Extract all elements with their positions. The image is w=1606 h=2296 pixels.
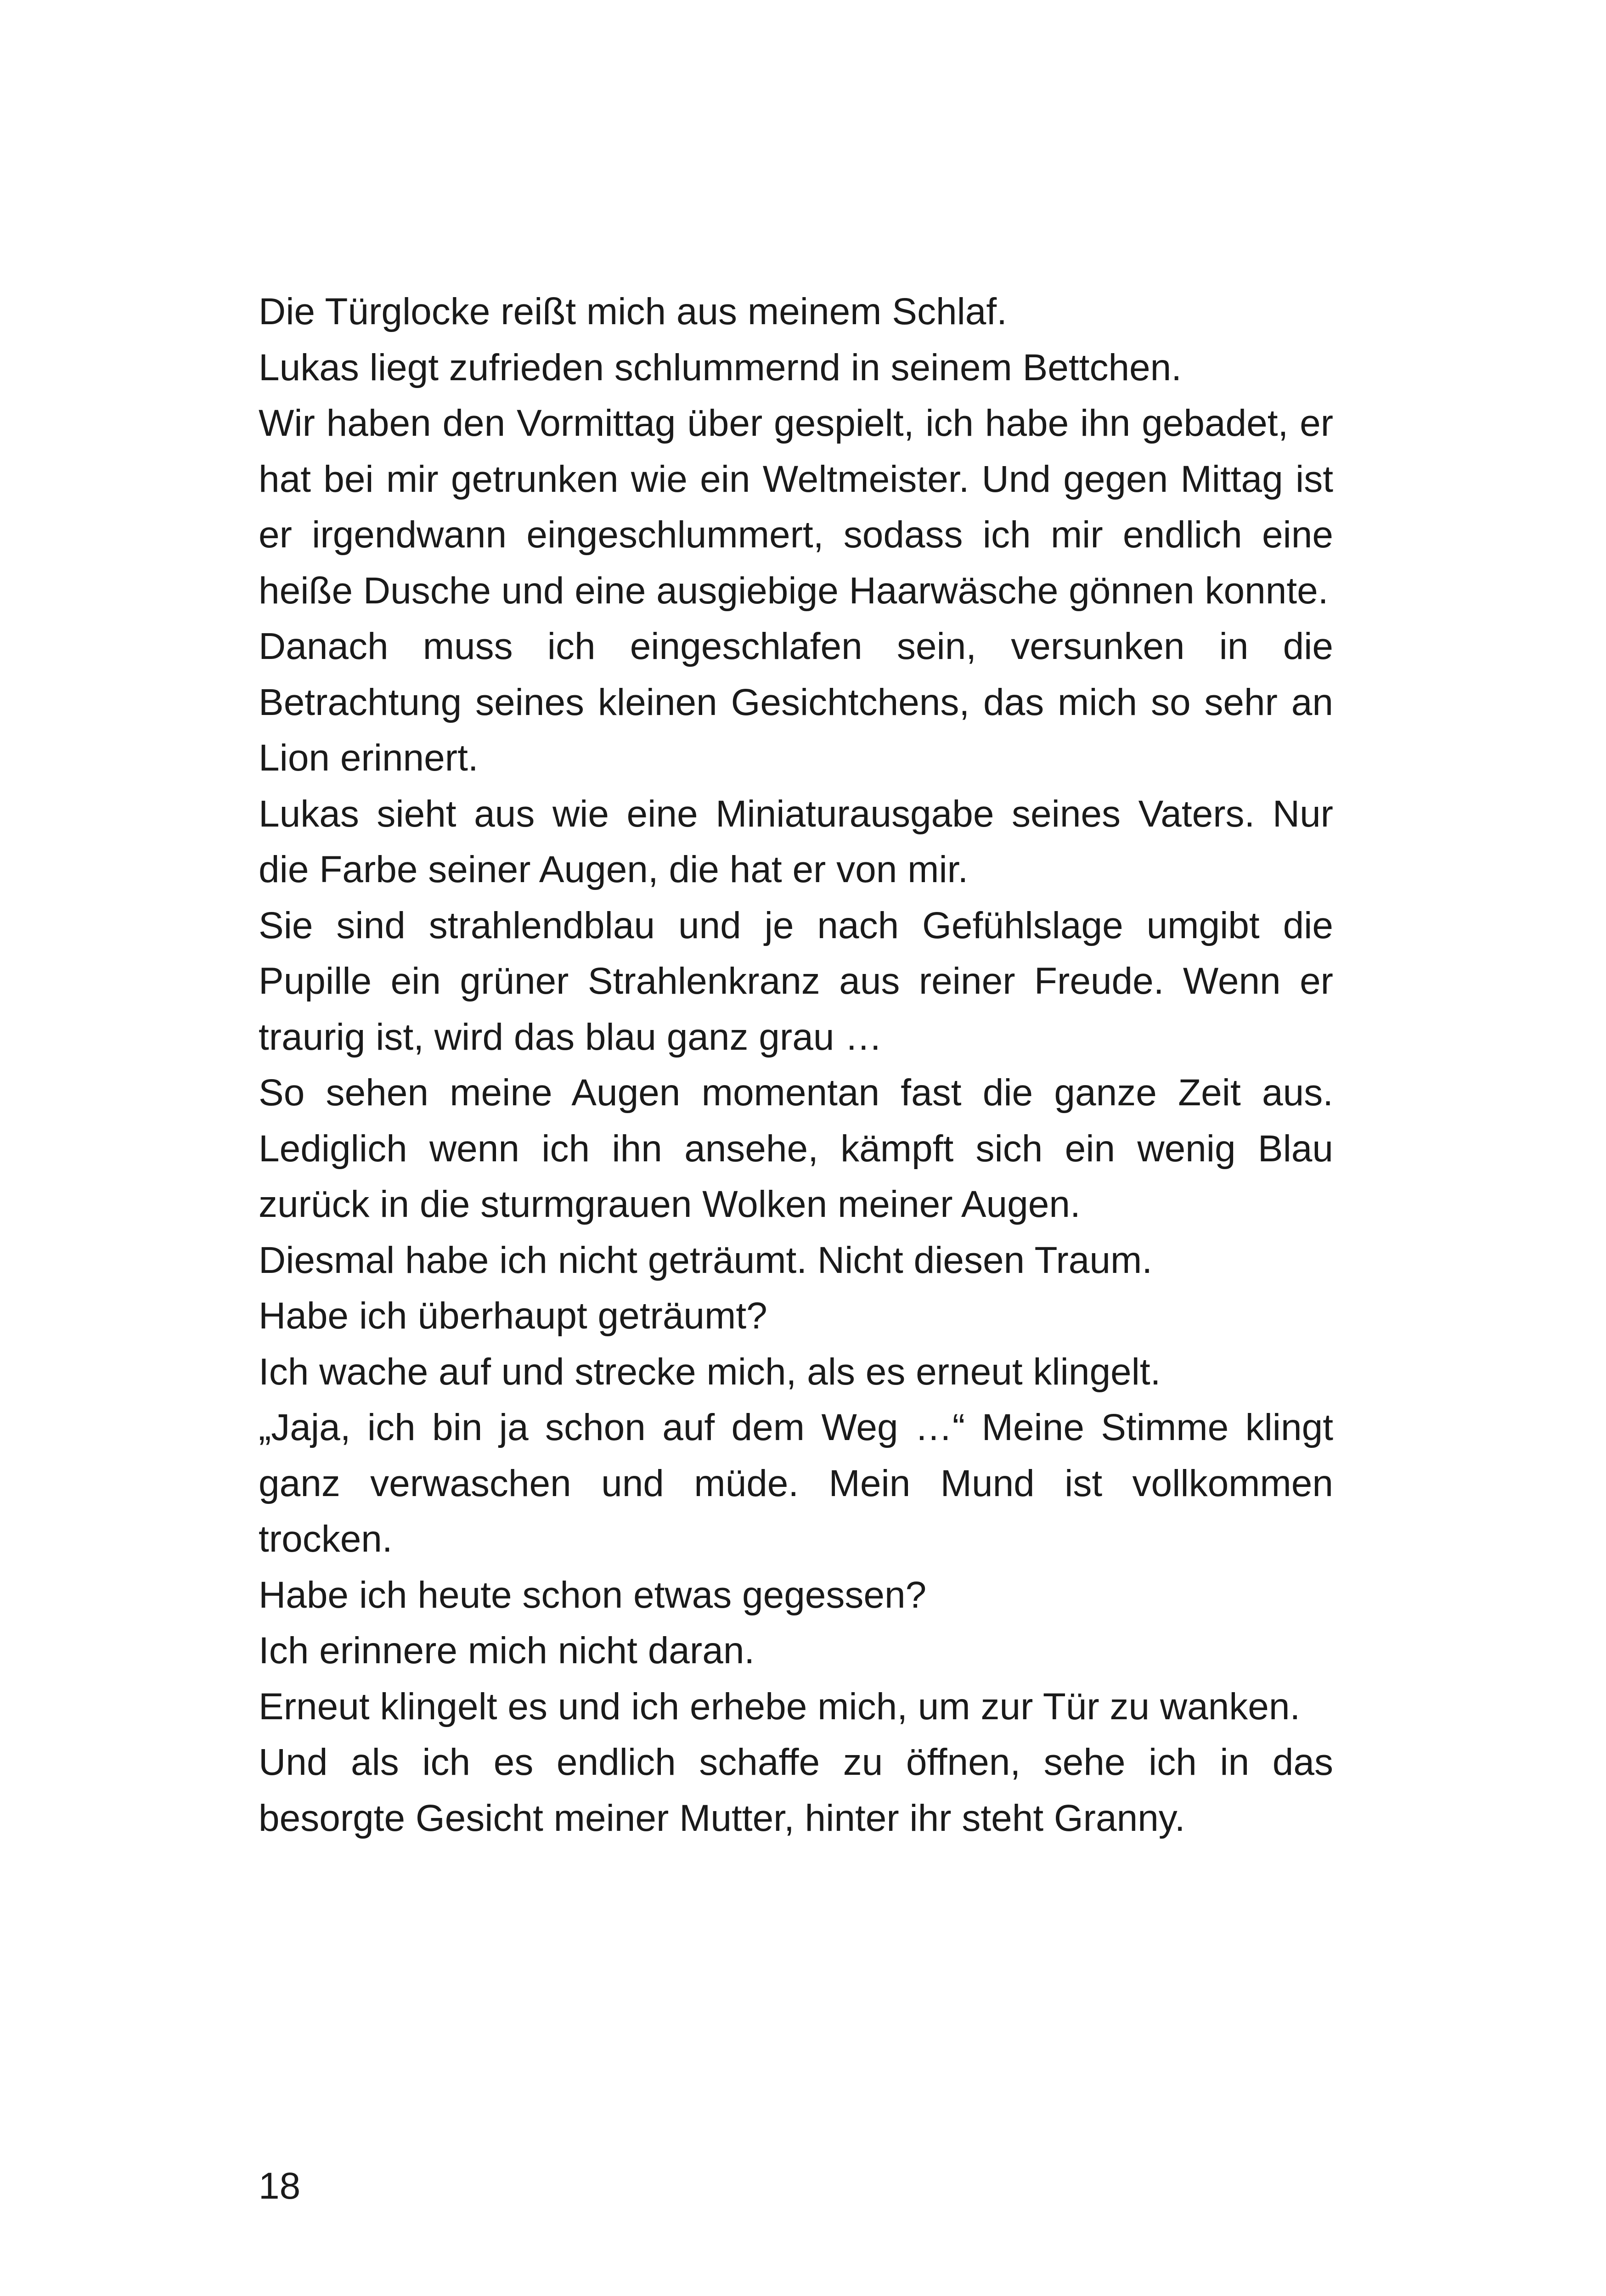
paragraph: Habe ich überhaupt geträumt? xyxy=(259,1295,767,1337)
paragraph: Erneut klingelt es und ich erhebe mich, um zur Tür zu wanken. xyxy=(259,1685,1301,1728)
paragraph: Diesmal habe ich nicht geträumt. Nicht diesen Traum. xyxy=(259,1239,1153,1281)
paragraph: Lukas liegt zufrieden schlummernd in seinem Bettchen. xyxy=(259,346,1182,388)
body-text xyxy=(259,284,1333,1846)
paragraph: Die Türglocke reißt mich aus meinem Schlaf. xyxy=(259,291,1007,332)
paragraph: „Jaja, ich bin ja schon auf dem Weg …“ Meine Stimme klingt ganz verwaschen und müde. Mein Mund ist vollkommen trocken. xyxy=(259,1407,1333,1560)
page-number: 18 xyxy=(259,2165,301,2207)
paragraph: Habe ich heute schon etwas gegessen? xyxy=(259,1574,927,1616)
paragraph: Danach muss ich eingeschlafen sein, versunken in die Betrachtung seines kleinen Gesichtchens, das mich so sehr an Lion erinnert. xyxy=(259,625,1333,779)
paragraph: Ich wache auf und strecke mich, als es erneut klingelt. xyxy=(259,1351,1161,1393)
paragraph: So sehen meine Augen momentan fast die ganze Zeit aus. Lediglich wenn ich ihn ansehe, kämpft sich ein wenig Blau zurück in die sturmgrauen Wolken meiner Augen. xyxy=(259,1072,1333,1225)
paragraph: Wir haben den Vormittag über gespielt, ich habe ihn gebadet, er hat bei mir getrunken wie ein Weltmeister. Und gegen Mittag ist er irgendwann eingeschlummert, sodass ich mir endlich eine heiße Dusche und eine ausgiebige Haarwäsche gönnen konnte. xyxy=(259,402,1333,612)
paragraph: Lukas sieht aus wie eine Miniaturausgabe seines Vaters. Nur die Farbe seiner Augen, die hat er von mir. xyxy=(259,793,1333,890)
paragraph: Ich erinnere mich nicht daran. xyxy=(259,1630,755,1671)
paragraph: Und als ich es endlich schaffe zu öffnen, sehe ich in das besorgte Gesicht meiner Mutter, hinter ihr steht Granny. xyxy=(259,1741,1333,1839)
paragraph: Sie sind strahlendblau und je nach Gefühlslage umgibt die Pupille ein grüner Strahlenkranz aus reiner Freude. Wenn er traurig ist, wird das blau ganz grau … xyxy=(259,904,1333,1058)
